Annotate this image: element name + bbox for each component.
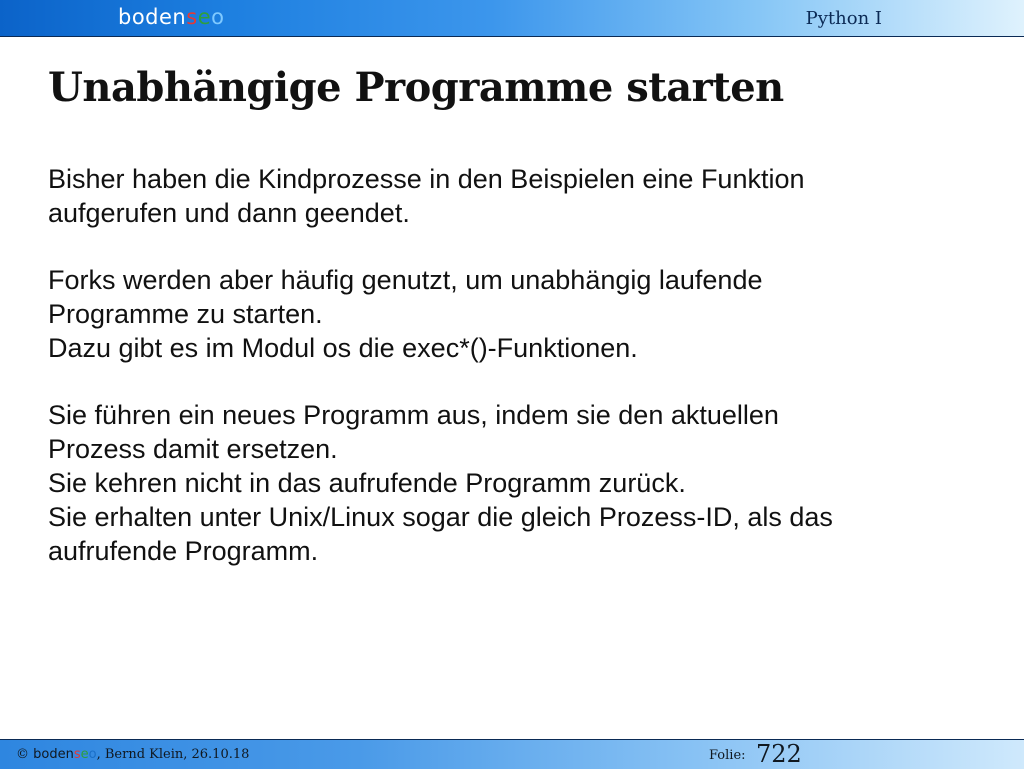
- logo-part-s: s: [186, 5, 198, 29]
- paragraph-2: [48, 263, 978, 365]
- brand-part-o: o: [88, 747, 97, 762]
- footer-copyright: [16, 747, 249, 762]
- paragraph-3: [48, 398, 978, 568]
- text-line: Dazu gibt es im Modul os die exec*()-Funktionen.: [48, 333, 638, 363]
- text-line: aufgerufen und dann geendet.: [48, 198, 410, 228]
- text-line: aufrufende Programm.: [48, 536, 319, 566]
- brand-part-s: s: [73, 747, 81, 762]
- text-line: Sie führen ein neues Programm aus, indem sie den aktuellen: [48, 400, 779, 430]
- text-line: Sie erhalten unter Unix/Linux sogar die gleich Prozess-ID, als das: [48, 502, 833, 532]
- folie-number: 722: [756, 740, 802, 768]
- bodenseo-logo: [118, 5, 224, 29]
- footer-brand: [33, 747, 96, 762]
- text-line: Forks werden aber häufig genutzt, um unabhängig laufende: [48, 265, 763, 295]
- footer-bar: [0, 739, 1024, 769]
- copyright-symbol: ©: [16, 747, 29, 762]
- footer-author-date: , Bernd Klein, 26.10.18: [96, 747, 250, 762]
- slide-body: [48, 162, 978, 601]
- logo-part-e: e: [197, 5, 212, 29]
- paragraph-1: [48, 162, 978, 230]
- logo-part-boden: boden: [118, 5, 187, 29]
- brand-part-e: e: [80, 747, 89, 762]
- text-line: Sie kehren nicht in das aufrufende Programm zurück.: [48, 468, 686, 498]
- brand-part-boden: boden: [33, 747, 74, 762]
- folie-label: Folie:: [709, 748, 746, 763]
- text-line: Programme zu starten.: [48, 299, 323, 329]
- logo-part-o: o: [211, 5, 225, 29]
- course-title: Python I: [805, 8, 882, 29]
- text-line: Prozess damit ersetzen.: [48, 434, 338, 464]
- header-bar: [0, 0, 1024, 37]
- text-line: Bisher haben die Kindprozesse in den Beispielen eine Funktion: [48, 164, 805, 194]
- slide-title: Unabhängige Programme starten: [48, 64, 784, 111]
